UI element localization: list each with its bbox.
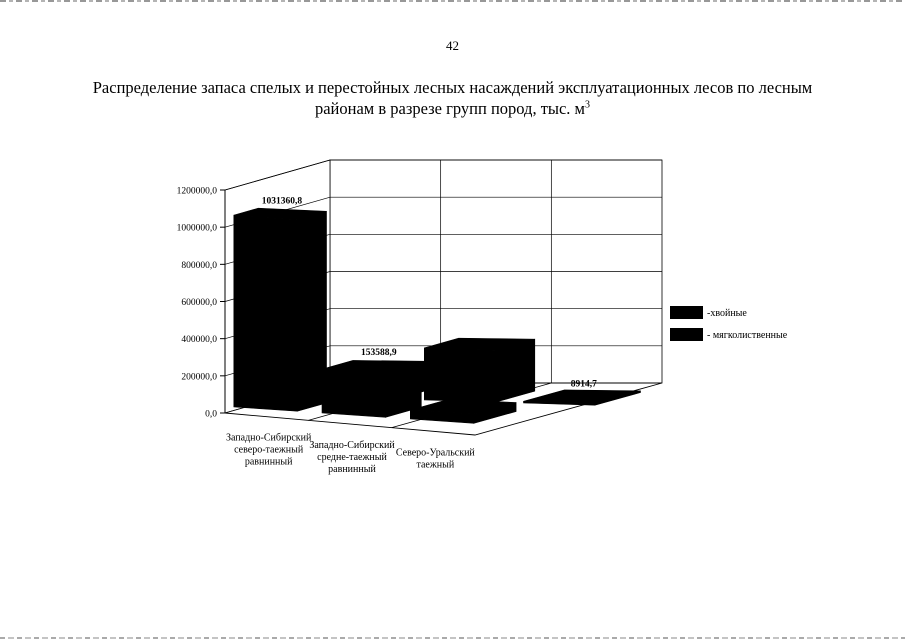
chart-title-line1: Распределение запаса спелых и перестойных лесных насаждений эксплуатационных лесов по лесным bbox=[92, 78, 813, 97]
page-number: 42 bbox=[446, 38, 459, 53]
y-tick-label: 1000000,0 bbox=[176, 223, 217, 234]
category-label: таежный bbox=[416, 459, 455, 471]
category-label: Западно-Сибирский bbox=[225, 432, 312, 444]
data-label: 8914,7 bbox=[570, 379, 597, 390]
y-tick-label: 200000,0 bbox=[181, 372, 217, 383]
category-label: средне-таежный bbox=[317, 452, 387, 463]
y-tick-label: 600000,0 bbox=[181, 298, 217, 308]
data-label: 48102,2 bbox=[449, 389, 481, 400]
chart-title-line2: районам в разрезе групп пород, тыс. м bbox=[314, 99, 586, 118]
legend-swatch bbox=[670, 306, 703, 319]
legend-swatch bbox=[670, 328, 703, 341]
category-label: равнинный bbox=[244, 456, 293, 468]
category-label: равнинный bbox=[328, 464, 376, 475]
y-tick-label: 400000,0 bbox=[181, 335, 217, 346]
category-label: Западно-Сибирский bbox=[309, 440, 395, 451]
legend-label: -хвойные bbox=[707, 308, 747, 319]
y-tick-label: 800000,0 bbox=[181, 260, 217, 271]
legend-label: - мягколиственные bbox=[707, 330, 788, 341]
category-label: северо-таежный bbox=[234, 444, 304, 456]
bar-series1 bbox=[322, 366, 421, 417]
y-tick-label: 0,0 bbox=[205, 409, 217, 420]
category-label: Северо-Уральский bbox=[395, 447, 475, 459]
y-tick-label: 1200000,0 bbox=[176, 186, 217, 197]
bar-series1 bbox=[234, 208, 327, 411]
data-label: 153588,9 bbox=[361, 348, 397, 359]
data-label: 1031360,8 bbox=[261, 196, 303, 207]
chart-title-unit-sup: 3 bbox=[585, 99, 591, 111]
